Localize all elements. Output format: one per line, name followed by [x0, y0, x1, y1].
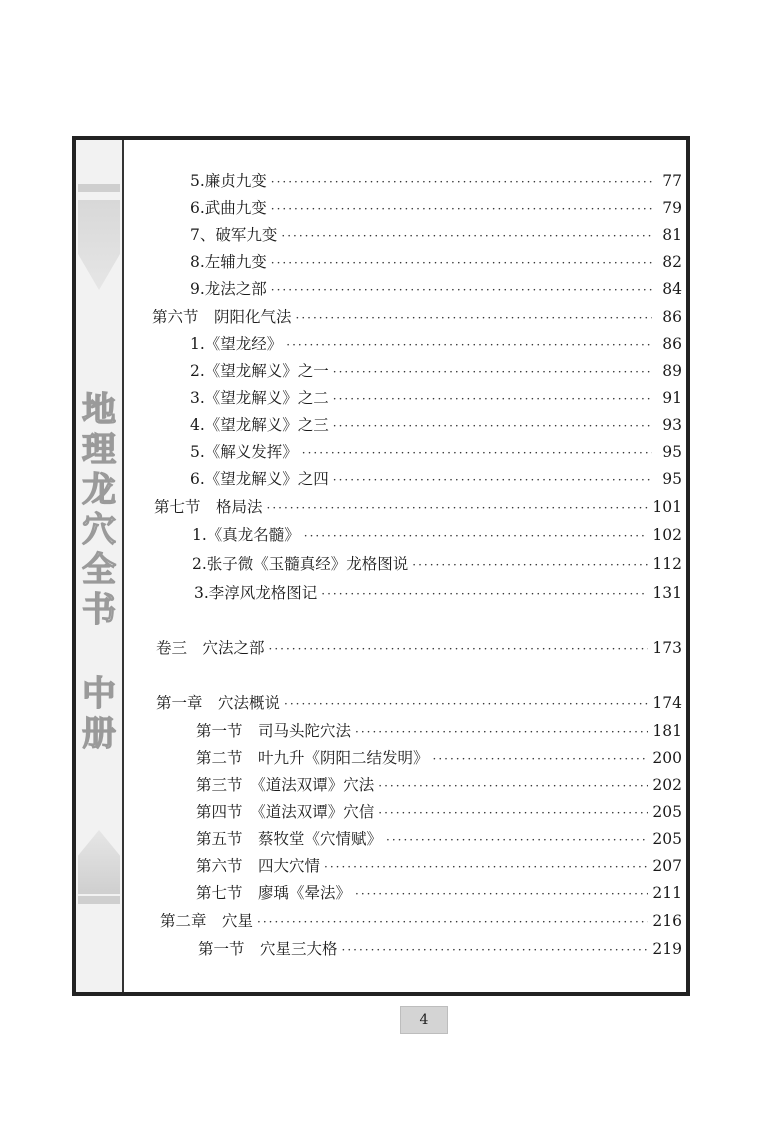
toc-entry-label: 9.龙法之部: [190, 280, 267, 298]
toc-leader: [302, 442, 652, 464]
toc-leader: [342, 939, 649, 961]
toc-entry: [152, 306, 682, 328]
toc-entry-label: 6.《望龙解义》之四: [190, 470, 329, 488]
toc-entry-label: 第六节 四大穴情: [196, 857, 321, 875]
toc-entry: [190, 414, 682, 436]
toc-entry-label: 4.《望龙解义》之三: [190, 416, 329, 434]
toc-entry-label: 1.《真龙名髓》: [192, 526, 300, 544]
spine-title-char: 全: [82, 550, 116, 590]
toc-entry: [192, 553, 682, 575]
toc-leader: [304, 525, 649, 547]
toc-entry-page: 112: [652, 555, 682, 573]
toc-entry: [192, 524, 682, 546]
toc-entry-page: 89: [662, 362, 682, 380]
toc-entry: [190, 251, 682, 273]
toc-entry-label: 6.武曲九变: [190, 199, 267, 217]
toc-entry-page: 95: [662, 470, 682, 488]
spine-volume-char: 中: [82, 674, 116, 714]
toc-leader: [355, 721, 648, 743]
spine-title-char: 地: [82, 390, 116, 430]
toc-entry-page: 77: [662, 172, 682, 190]
toc-entry-page: 102: [652, 526, 682, 544]
toc-entry-page: 200: [652, 749, 682, 767]
toc-leader: [386, 829, 648, 851]
toc-entry: [190, 360, 682, 382]
toc-leader: [271, 171, 652, 193]
toc-entry-page: 101: [652, 498, 682, 516]
toc-entry-page: 86: [662, 335, 682, 353]
toc-entry-page: 82: [662, 253, 682, 271]
spine-title-char: 理: [82, 430, 116, 470]
toc-leader: [284, 693, 648, 715]
toc-entry: [190, 224, 682, 246]
toc-leader: [271, 198, 652, 220]
toc-entry-label: 第六节 阴阳化气法: [152, 308, 292, 326]
toc-entry-page: 86: [662, 308, 682, 326]
toc-leader: [378, 802, 648, 824]
toc-leader: [269, 638, 649, 660]
toc-entry-label: 3.《望龙解义》之二: [190, 389, 329, 407]
toc-entry-page: 95: [662, 443, 682, 461]
toc-entry-label: 8.左辅九变: [190, 253, 267, 271]
spine-title-char: 书: [82, 590, 116, 630]
toc-leader: [267, 497, 649, 519]
toc-entry-label: 3.李淳风龙格图记: [194, 584, 318, 602]
toc-entry-page: 79: [662, 199, 682, 217]
toc-entry-label: 第四节 《道法双谭》穴信: [196, 803, 375, 821]
toc-entry-label: 第一章 穴法概说: [156, 694, 281, 712]
toc-entry-label: 5.《解义发挥》: [190, 443, 298, 461]
toc-entry: [160, 910, 682, 932]
toc-entry: [154, 496, 682, 518]
toc-entry: [190, 468, 682, 490]
toc-leader: [271, 279, 652, 301]
toc-entry-page: 91: [662, 389, 682, 407]
page-number: 4: [400, 1006, 448, 1034]
toc-entry: [196, 801, 682, 823]
toc-entry: [190, 441, 682, 463]
toc-entry-page: 202: [652, 776, 682, 794]
toc-entry-label: 2.《望龙解义》之一: [190, 362, 329, 380]
toc-entry: [190, 197, 682, 219]
toc-entry-label: 第五节 蔡牧堂《穴情赋》: [196, 830, 383, 848]
toc-entry-page: 131: [652, 584, 682, 602]
toc-entry-label: 1.《望龙经》: [190, 335, 283, 353]
toc-entry-label: 卷三 穴法之部: [156, 639, 265, 657]
toc-entry: [190, 387, 682, 409]
toc-leader: [321, 583, 648, 605]
toc-entry: [194, 582, 682, 604]
toc-entry: [156, 637, 682, 659]
toc-entry: [190, 333, 682, 355]
toc-entry-page: 211: [652, 884, 682, 902]
toc-leader: [257, 911, 648, 933]
table-of-contents: [76, 140, 686, 992]
toc-entry-label: 第二节 叶九升《阴阳二结发明》: [196, 749, 429, 767]
toc-leader: [286, 334, 652, 356]
toc-leader: [355, 883, 648, 905]
toc-entry-page: 207: [652, 857, 682, 875]
toc-leader: [412, 554, 648, 576]
toc-entry-label: 第一节 司马头陀穴法: [196, 722, 352, 740]
toc-entry: [196, 720, 682, 742]
toc-entry-page: 205: [652, 803, 682, 821]
toc-leader: [281, 225, 652, 247]
spine-title-char: 龙: [82, 470, 116, 510]
toc-entry: [196, 882, 682, 904]
toc-leader: [333, 361, 652, 383]
toc-entry: [156, 692, 682, 714]
toc-leader: [433, 748, 649, 770]
toc-entry: [196, 774, 682, 796]
spine-title-char: 穴: [82, 510, 116, 550]
toc-entry-label: 第一节 穴星三大格: [198, 940, 338, 958]
toc-leader: [333, 415, 652, 437]
toc-entry-page: 81: [662, 226, 682, 244]
toc-entry-label: 第三节 《道法双谭》穴法: [196, 776, 375, 794]
toc-entry-label: 第二章 穴星: [160, 912, 254, 930]
toc-leader: [296, 307, 652, 329]
toc-entry-page: 181: [652, 722, 682, 740]
toc-leader: [324, 856, 648, 878]
page-frame: [72, 136, 690, 996]
toc-entry: [196, 855, 682, 877]
toc-entry: [196, 747, 682, 769]
spine-volume-char: 册: [82, 714, 116, 754]
toc-entry: [196, 828, 682, 850]
toc-leader: [271, 252, 652, 274]
toc-entry-page: 205: [652, 830, 682, 848]
toc-entry-label: 2.张子微《玉髓真经》龙格图说: [192, 555, 409, 573]
toc-entry-page: 174: [652, 694, 682, 712]
toc-entry: [190, 170, 682, 192]
toc-entry-page: 216: [652, 912, 682, 930]
toc-entry: [190, 278, 682, 300]
toc-entry: [198, 938, 682, 960]
toc-leader: [378, 775, 648, 797]
toc-entry-label: 7、破军九变: [190, 226, 278, 244]
toc-leader: [333, 469, 652, 491]
toc-entry-label: 第七节 格局法: [154, 498, 263, 516]
toc-entry-page: 173: [652, 639, 682, 657]
toc-leader: [333, 388, 652, 410]
toc-entry-page: 84: [662, 280, 682, 298]
toc-entry-page: 93: [662, 416, 682, 434]
toc-entry-label: 5.廉贞九变: [190, 172, 267, 190]
toc-entry-page: 219: [652, 940, 682, 958]
toc-entry-label: 第七节 廖瑀《晕法》: [196, 884, 352, 902]
